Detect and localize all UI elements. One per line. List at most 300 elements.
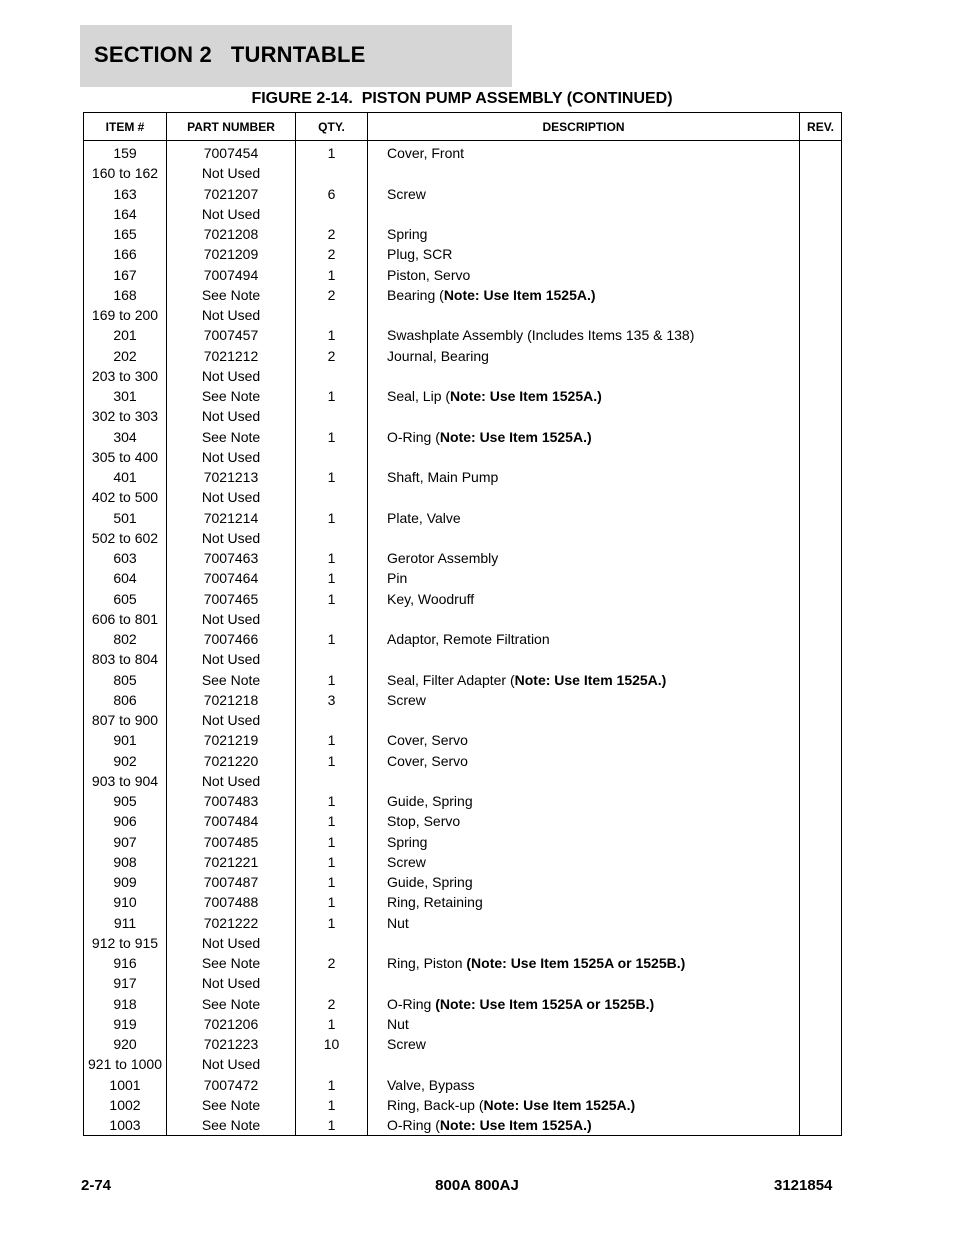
description-text: Cover, Front — [387, 145, 465, 162]
description-cell — [368, 265, 800, 285]
table-row — [84, 933, 842, 953]
item-number-cell: 160 to 162 — [84, 163, 167, 183]
revision-cell — [800, 811, 842, 831]
description-text: Spring — [387, 833, 428, 850]
part-number-cell: Not Used — [167, 447, 296, 467]
item-number-cell: 901 — [84, 730, 167, 750]
description-cell — [368, 791, 800, 811]
revision-cell — [800, 244, 842, 264]
description-note: Note: Use Item 1525A.) — [439, 1117, 592, 1134]
part-number-cell: Not Used — [167, 204, 296, 224]
part-number-cell: 7007457 — [167, 325, 296, 345]
description-text: Nut — [387, 1015, 409, 1032]
table-row — [84, 852, 842, 872]
item-number-cell: 920 — [84, 1034, 167, 1054]
parts-table — [83, 112, 842, 1136]
quantity-cell: 1 — [296, 1075, 368, 1095]
quantity-cell: 1 — [296, 730, 368, 750]
figure-title: FIGURE 2-14. PISTON PUMP ASSEMBLY (CONTINUED) — [251, 90, 673, 107]
item-number-cell: 919 — [84, 1014, 167, 1034]
description-cell — [368, 224, 800, 244]
quantity-cell — [296, 163, 368, 183]
description-cell — [368, 386, 800, 406]
item-number-cell: 803 to 804 — [84, 649, 167, 669]
quantity-cell: 1 — [296, 852, 368, 872]
quantity-cell: 1 — [296, 568, 368, 588]
revision-cell — [800, 204, 842, 224]
table-row — [84, 1014, 842, 1034]
revision-cell — [800, 427, 842, 447]
description-cell — [368, 751, 800, 771]
description-note: (Note: Use Item 1525A or 1525B.) — [466, 955, 686, 972]
description-cell — [368, 1075, 800, 1095]
revision-cell — [800, 609, 842, 629]
description-cell — [368, 690, 800, 710]
table-row — [84, 832, 842, 852]
quantity-cell — [296, 406, 368, 426]
revision-cell — [800, 224, 842, 244]
revision-cell — [800, 933, 842, 953]
revision-cell — [800, 1054, 842, 1074]
description-text: Valve, Bypass — [387, 1076, 475, 1093]
item-number-cell: 603 — [84, 548, 167, 568]
table-row — [84, 751, 842, 771]
part-number-cell: See Note — [167, 1095, 296, 1115]
table-row — [84, 649, 842, 669]
table-row — [84, 447, 842, 467]
description-text: Bearing ( — [387, 286, 444, 303]
part-number-cell: 7021223 — [167, 1034, 296, 1054]
revision-cell — [800, 184, 842, 204]
part-number-cell: 7021212 — [167, 346, 296, 366]
revision-cell — [800, 872, 842, 892]
description-cell — [368, 1014, 800, 1034]
part-number-cell: See Note — [167, 386, 296, 406]
part-number-cell: Not Used — [167, 1054, 296, 1074]
description-cell — [368, 589, 800, 609]
item-number-cell: 1001 — [84, 1075, 167, 1095]
quantity-cell: 1 — [296, 141, 368, 164]
part-number-cell: Not Used — [167, 649, 296, 669]
quantity-cell: 1 — [296, 548, 368, 568]
description-cell — [368, 710, 800, 730]
quantity-cell: 1 — [296, 811, 368, 831]
quantity-cell — [296, 366, 368, 386]
table-row — [84, 568, 842, 588]
description-text: O-Ring ( — [387, 1117, 440, 1134]
item-number-cell: 909 — [84, 872, 167, 892]
table-row — [84, 346, 842, 366]
description-cell — [368, 406, 800, 426]
revision-cell — [800, 366, 842, 386]
table-row — [84, 811, 842, 831]
description-note: Note: Use Item 1525A.) — [483, 1096, 636, 1113]
description-cell — [368, 1095, 800, 1115]
item-number-cell: 164 — [84, 204, 167, 224]
revision-cell — [800, 690, 842, 710]
description-cell — [368, 487, 800, 507]
revision-cell — [800, 406, 842, 426]
table-row — [84, 1095, 842, 1115]
table-row — [84, 528, 842, 548]
item-number-cell: 159 — [84, 141, 167, 164]
part-number-cell: Not Used — [167, 973, 296, 993]
revision-cell — [800, 670, 842, 690]
quantity-cell — [296, 204, 368, 224]
table-row — [84, 913, 842, 933]
item-number-cell: 918 — [84, 994, 167, 1014]
part-number-cell: See Note — [167, 994, 296, 1014]
description-text: Spring — [387, 226, 428, 243]
quantity-cell: 2 — [296, 244, 368, 264]
quantity-cell: 6 — [296, 184, 368, 204]
revision-cell — [800, 730, 842, 750]
description-cell — [368, 508, 800, 528]
description-text: Gerotor Assembly — [387, 550, 499, 567]
quantity-cell: 1 — [296, 427, 368, 447]
quantity-cell: 1 — [296, 1014, 368, 1034]
revision-cell — [800, 305, 842, 325]
quantity-cell: 2 — [296, 994, 368, 1014]
quantity-cell: 1 — [296, 913, 368, 933]
table-row — [84, 163, 842, 183]
part-number-cell: 7007484 — [167, 811, 296, 831]
item-number-cell: 807 to 900 — [84, 710, 167, 730]
revision-cell — [800, 589, 842, 609]
table-row — [84, 872, 842, 892]
item-number-cell: 1002 — [84, 1095, 167, 1115]
item-number-cell: 1003 — [84, 1115, 167, 1136]
description-cell — [368, 832, 800, 852]
part-number-cell: Not Used — [167, 771, 296, 791]
revision-cell — [800, 1014, 842, 1034]
part-number-cell: 7021220 — [167, 751, 296, 771]
item-number-cell: 905 — [84, 791, 167, 811]
quantity-cell: 3 — [296, 690, 368, 710]
quantity-cell: 1 — [296, 872, 368, 892]
quantity-cell: 2 — [296, 953, 368, 973]
part-number-cell: Not Used — [167, 528, 296, 548]
quantity-cell — [296, 447, 368, 467]
description-note: Note: Use Item 1525A.) — [443, 286, 596, 303]
description-cell — [368, 346, 800, 366]
part-number-cell: 7021219 — [167, 730, 296, 750]
part-number-cell: 7021207 — [167, 184, 296, 204]
item-number-cell: 203 to 300 — [84, 366, 167, 386]
description-text: Stop, Servo — [387, 813, 461, 830]
description-cell — [368, 325, 800, 345]
description-text: Swashplate Assembly (Includes Items 135 & 138) — [387, 327, 695, 344]
item-number-cell: 166 — [84, 244, 167, 264]
description-cell — [368, 244, 800, 264]
description-cell — [368, 285, 800, 305]
description-text: Key, Woodruff — [387, 590, 475, 607]
part-number-cell: Not Used — [167, 366, 296, 386]
part-number-cell: See Note — [167, 953, 296, 973]
revision-cell — [800, 386, 842, 406]
description-cell — [368, 1034, 800, 1054]
model-label: 800A 800AJ — [435, 1177, 519, 1194]
item-number-cell: 802 — [84, 629, 167, 649]
description-text: Screw — [387, 185, 426, 202]
revision-cell — [800, 447, 842, 467]
description-text: Seal, Filter Adapter ( — [387, 671, 515, 688]
table-row — [84, 204, 842, 224]
revision-cell — [800, 285, 842, 305]
description-cell — [368, 913, 800, 933]
part-number-cell: 7007454 — [167, 141, 296, 164]
part-number-cell: 7021221 — [167, 852, 296, 872]
table-row — [84, 366, 842, 386]
description-cell — [368, 1115, 800, 1136]
quantity-cell: 1 — [296, 589, 368, 609]
table-row — [84, 589, 842, 609]
description-text: Shaft, Main Pump — [387, 469, 499, 486]
table-row — [84, 953, 842, 973]
revision-cell — [800, 528, 842, 548]
description-text: O-Ring ( — [387, 428, 440, 445]
table-row — [84, 629, 842, 649]
table-row — [84, 973, 842, 993]
part-number-cell: See Note — [167, 427, 296, 447]
revision-cell — [800, 141, 842, 164]
description-text: Screw — [387, 691, 426, 708]
quantity-cell: 1 — [296, 670, 368, 690]
table-row — [84, 1075, 842, 1095]
part-number-cell: 7021209 — [167, 244, 296, 264]
quantity-cell: 1 — [296, 892, 368, 912]
item-number-cell: 806 — [84, 690, 167, 710]
description-cell — [368, 528, 800, 548]
part-number-cell: 7007472 — [167, 1075, 296, 1095]
document-number: 3121854 — [774, 1177, 833, 1194]
quantity-cell: 1 — [296, 508, 368, 528]
item-number-cell: 805 — [84, 670, 167, 690]
quantity-cell — [296, 609, 368, 629]
quantity-cell — [296, 649, 368, 669]
description-text: Screw — [387, 1036, 426, 1053]
item-number-cell: 910 — [84, 892, 167, 912]
part-number-cell: Not Used — [167, 933, 296, 953]
item-number-cell: 163 — [84, 184, 167, 204]
part-number-cell: 7007487 — [167, 872, 296, 892]
item-number-cell: 201 — [84, 325, 167, 345]
item-number-cell: 502 to 602 — [84, 528, 167, 548]
item-number-cell: 903 to 904 — [84, 771, 167, 791]
quantity-cell — [296, 305, 368, 325]
table-row — [84, 406, 842, 426]
table-row — [84, 994, 842, 1014]
revision-cell — [800, 1115, 842, 1136]
item-number-cell: 305 to 400 — [84, 447, 167, 467]
item-number-cell: 304 — [84, 427, 167, 447]
revision-cell — [800, 568, 842, 588]
table-row — [84, 325, 842, 345]
revision-cell — [800, 265, 842, 285]
revision-cell — [800, 751, 842, 771]
revision-cell — [800, 1075, 842, 1095]
description-cell — [368, 163, 800, 183]
table-row — [84, 386, 842, 406]
revision-cell — [800, 791, 842, 811]
revision-cell — [800, 852, 842, 872]
description-cell — [368, 141, 800, 164]
section-title: SECTION 2 TURNTABLE — [94, 42, 366, 67]
part-number-cell: Not Used — [167, 163, 296, 183]
description-cell — [368, 184, 800, 204]
description-cell — [368, 953, 800, 973]
revision-cell — [800, 953, 842, 973]
item-number-cell: 912 to 915 — [84, 933, 167, 953]
revision-cell — [800, 325, 842, 345]
part-number-cell: 7007485 — [167, 832, 296, 852]
table-row — [84, 730, 842, 750]
table-row — [84, 690, 842, 710]
table-row — [84, 305, 842, 325]
quantity-cell: 1 — [296, 791, 368, 811]
description-note: Note: Use Item 1525A.) — [450, 388, 602, 405]
quantity-cell: 2 — [296, 346, 368, 366]
description-text: Nut — [387, 914, 409, 931]
description-cell — [368, 467, 800, 487]
description-cell — [368, 629, 800, 649]
table-row — [84, 467, 842, 487]
item-number-cell: 167 — [84, 265, 167, 285]
part-number-cell: 7021206 — [167, 1014, 296, 1034]
quantity-cell — [296, 528, 368, 548]
table-row — [84, 548, 842, 568]
part-number-cell: Not Used — [167, 710, 296, 730]
description-text: Piston, Servo — [387, 266, 471, 283]
column-header-item: ITEM # — [84, 113, 167, 141]
description-cell — [368, 811, 800, 831]
quantity-cell: 1 — [296, 265, 368, 285]
item-number-cell: 402 to 500 — [84, 487, 167, 507]
revision-cell — [800, 467, 842, 487]
table-row — [84, 141, 842, 164]
description-text: Guide, Spring — [387, 793, 473, 810]
quantity-cell: 1 — [296, 386, 368, 406]
quantity-cell — [296, 771, 368, 791]
part-number-cell: 7007465 — [167, 589, 296, 609]
column-header-qty: QTY. — [296, 113, 368, 141]
description-cell — [368, 994, 800, 1014]
description-cell — [368, 1054, 800, 1074]
revision-cell — [800, 649, 842, 669]
description-cell — [368, 447, 800, 467]
table-row — [84, 609, 842, 629]
quantity-cell: 1 — [296, 1115, 368, 1136]
column-header-rev: REV. — [800, 113, 842, 141]
item-number-cell: 907 — [84, 832, 167, 852]
description-note: Note: Use Item 1525A.) — [439, 428, 592, 445]
column-header-description: DESCRIPTION — [368, 113, 800, 141]
table-row — [84, 791, 842, 811]
description-cell — [368, 872, 800, 892]
item-number-cell: 908 — [84, 852, 167, 872]
description-text: Screw — [387, 853, 426, 870]
description-cell — [368, 548, 800, 568]
description-cell — [368, 670, 800, 690]
part-number-cell: See Note — [167, 285, 296, 305]
quantity-cell: 1 — [296, 751, 368, 771]
item-number-cell: 501 — [84, 508, 167, 528]
description-text: O-Ring — [387, 995, 436, 1012]
section-header — [80, 25, 512, 87]
description-note: Note: Use Item 1525A.) — [514, 671, 667, 688]
description-text: Ring, Retaining — [387, 894, 483, 911]
item-number-cell: 302 to 303 — [84, 406, 167, 426]
column-header-part-number: PART NUMBER — [167, 113, 296, 141]
description-text: Ring, Piston — [387, 955, 467, 972]
item-number-cell: 916 — [84, 953, 167, 973]
revision-cell — [800, 832, 842, 852]
item-number-cell: 906 — [84, 811, 167, 831]
description-cell — [368, 609, 800, 629]
revision-cell — [800, 548, 842, 568]
description-text: Seal, Lip ( — [387, 388, 451, 405]
table-row — [84, 224, 842, 244]
part-number-cell: 7021214 — [167, 508, 296, 528]
item-number-cell: 917 — [84, 973, 167, 993]
revision-cell — [800, 487, 842, 507]
quantity-cell — [296, 710, 368, 730]
part-number-cell: 7007494 — [167, 265, 296, 285]
description-cell — [368, 366, 800, 386]
description-text: Adaptor, Remote Filtration — [387, 631, 550, 648]
item-number-cell: 169 to 200 — [84, 305, 167, 325]
revision-cell — [800, 771, 842, 791]
item-number-cell: 604 — [84, 568, 167, 588]
description-text: Cover, Servo — [387, 752, 468, 769]
revision-cell — [800, 508, 842, 528]
quantity-cell — [296, 933, 368, 953]
revision-cell — [800, 1034, 842, 1054]
part-number-cell: Not Used — [167, 305, 296, 325]
quantity-cell — [296, 1054, 368, 1074]
quantity-cell: 10 — [296, 1034, 368, 1054]
quantity-cell: 2 — [296, 285, 368, 305]
revision-cell — [800, 710, 842, 730]
part-number-cell: 7007483 — [167, 791, 296, 811]
revision-cell — [800, 346, 842, 366]
quantity-cell: 1 — [296, 832, 368, 852]
description-cell — [368, 568, 800, 588]
quantity-cell — [296, 973, 368, 993]
description-cell — [368, 649, 800, 669]
description-text: Journal, Bearing — [387, 347, 489, 364]
revision-cell — [800, 892, 842, 912]
description-text: Guide, Spring — [387, 874, 473, 891]
description-text: Ring, Back-up ( — [387, 1096, 484, 1113]
part-number-cell: 7007463 — [167, 548, 296, 568]
item-number-cell: 165 — [84, 224, 167, 244]
part-number-cell: Not Used — [167, 609, 296, 629]
table-row — [84, 285, 842, 305]
part-number-cell: 7007466 — [167, 629, 296, 649]
description-cell — [368, 973, 800, 993]
table-row — [84, 1034, 842, 1054]
part-number-cell: 7021218 — [167, 690, 296, 710]
part-number-cell: Not Used — [167, 406, 296, 426]
table-row — [84, 771, 842, 791]
description-cell — [368, 852, 800, 872]
description-note: (Note: Use Item 1525A or 1525B.) — [435, 995, 655, 1012]
item-number-cell: 301 — [84, 386, 167, 406]
description-cell — [368, 892, 800, 912]
item-number-cell: 202 — [84, 346, 167, 366]
part-number-cell: See Note — [167, 1115, 296, 1136]
